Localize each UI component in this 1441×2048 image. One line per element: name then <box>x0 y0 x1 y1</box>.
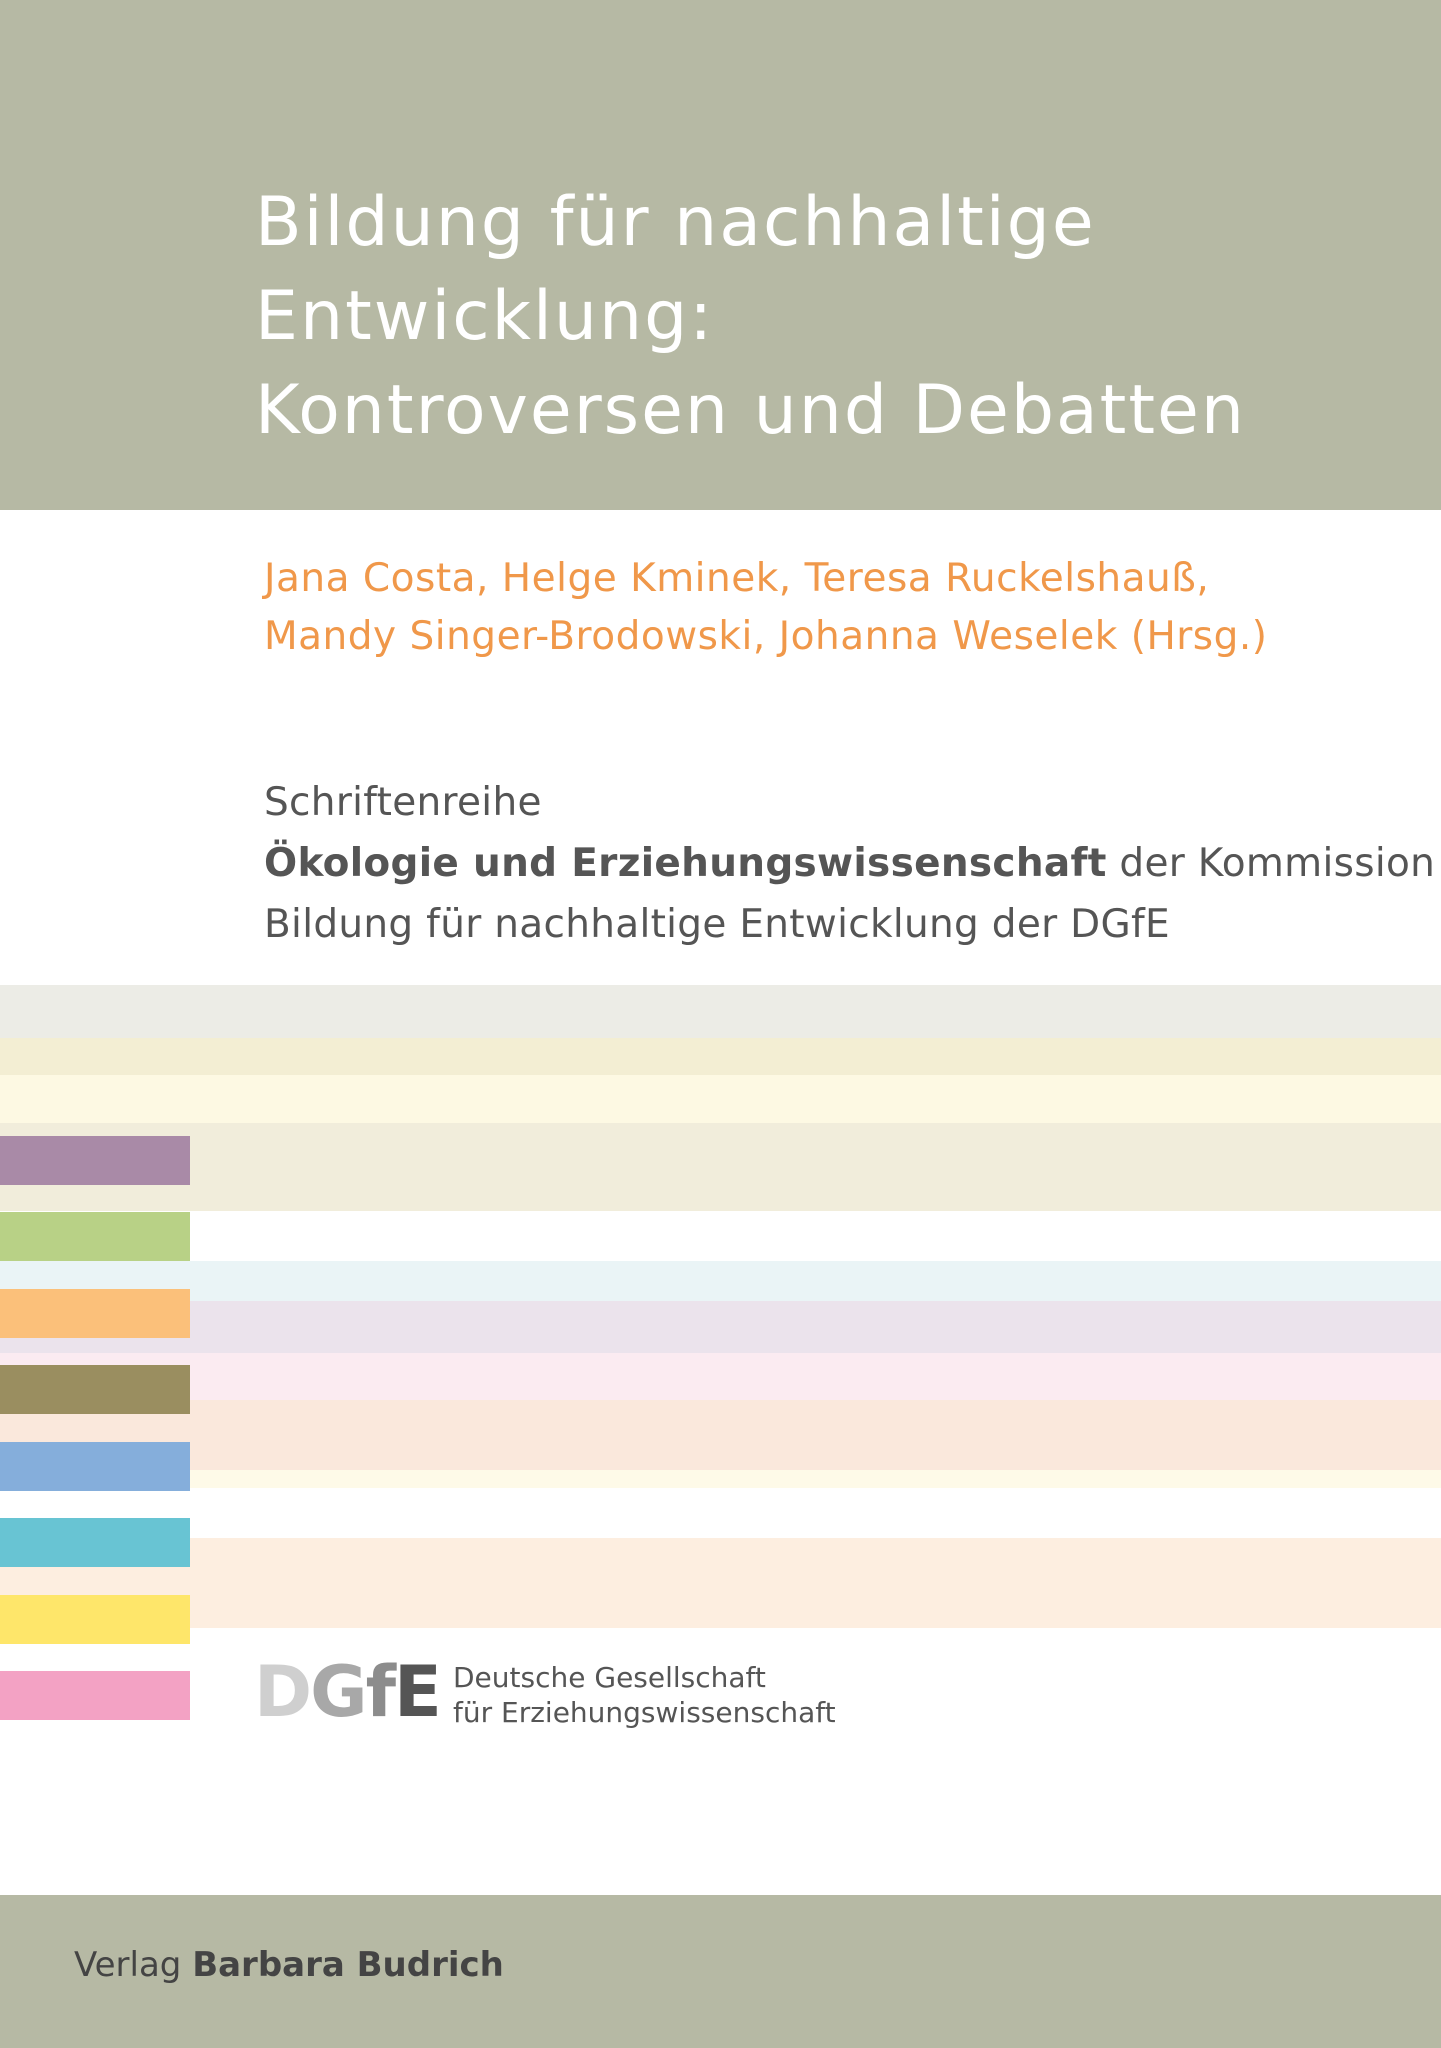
stripe <box>0 1353 1441 1400</box>
stripe <box>0 985 1441 1038</box>
stripe <box>0 1470 1441 1488</box>
stripe <box>0 1038 1441 1075</box>
color-tab <box>0 1442 190 1491</box>
title-line-1: Bildung für nachhaltige <box>255 183 1096 262</box>
dgfe-logo-letter-f: f <box>365 1651 395 1733</box>
color-tab <box>0 1365 190 1414</box>
stripe <box>0 1301 1441 1353</box>
dgfe-name-line-1: Deutsche Gesellschaft <box>453 1661 766 1694</box>
stripe <box>0 1538 1441 1628</box>
book-title <box>255 176 1375 458</box>
color-tab <box>0 1212 190 1261</box>
series-name: Ökologie und Erziehungswissenschaft <box>264 841 1107 886</box>
color-tab <box>0 1518 190 1567</box>
color-tab <box>0 1595 190 1644</box>
editors <box>264 550 1414 666</box>
stripe <box>0 1400 1441 1470</box>
color-tab <box>0 1289 190 1338</box>
stripe <box>0 1488 1441 1538</box>
dgfe-logo-letter-e: E <box>394 1651 440 1733</box>
stripe <box>0 1211 1441 1261</box>
series-label: Schriftenreihe <box>264 780 542 825</box>
publisher <box>74 1940 504 1990</box>
title-line-2: Entwicklung: <box>255 277 715 356</box>
stripe <box>0 1123 1441 1211</box>
series-name-line <box>264 833 1436 894</box>
series-info <box>264 772 1436 955</box>
stripe <box>0 1261 1441 1301</box>
publisher-prefix: Verlag <box>74 1945 193 1985</box>
title-line-3: Kontroversen und Debatten <box>255 371 1246 450</box>
dgfe-logo-letter-d: D <box>254 1651 311 1733</box>
publisher-name: Barbara Budrich <box>192 1945 504 1985</box>
dgfe-logo-letter-g: G <box>310 1651 366 1733</box>
series-commission: Bildung für nachhaltige Entwicklung der DGfE <box>264 902 1170 947</box>
editors-line-2: Mandy Singer-Brodowski, Johanna Weselek (Hrsg.) <box>264 614 1268 659</box>
dgfe-name-line-2: für Erziehungswissenschaft <box>453 1696 836 1729</box>
dgfe-name <box>453 1660 836 1730</box>
series-name-rest: der Kommission <box>1106 841 1436 886</box>
color-tab <box>0 1136 190 1185</box>
stripe <box>0 1075 1441 1123</box>
editors-line-1: Jana Costa, Helge Kminek, Teresa Ruckelshauß, <box>264 556 1210 601</box>
color-tab <box>0 1671 190 1720</box>
dgfe-logo <box>254 1652 440 1732</box>
